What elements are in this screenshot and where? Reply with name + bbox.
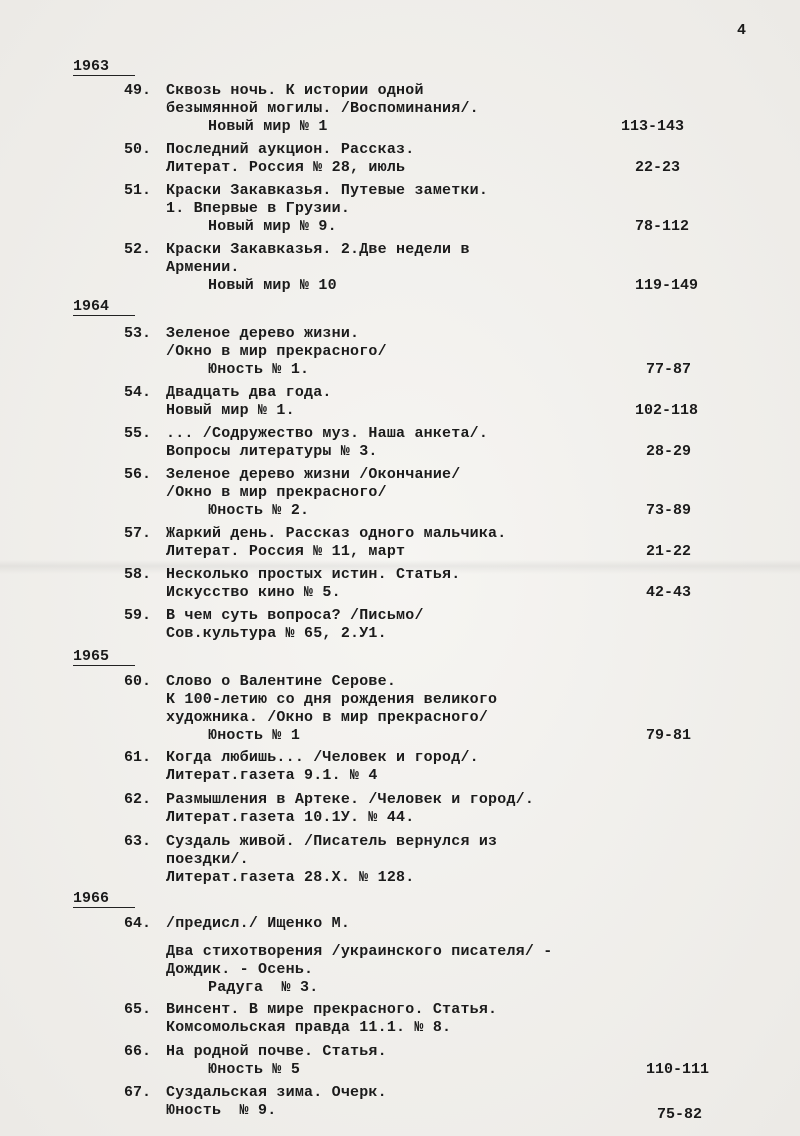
year-heading: 1964 [73, 298, 135, 316]
entry-pages: 21-22 [646, 543, 692, 560]
entry-source: Юность № 2. [208, 502, 310, 519]
entry-pages: 113-143 [621, 118, 685, 135]
entry-source: Юность № 1 [208, 727, 301, 744]
entry-text: Суздаль живой. /Писатель вернулся из [166, 833, 498, 850]
entry-text: Двадцать два года. [166, 384, 332, 401]
entry-text: Литерат.газета 9.1. № 4 [166, 767, 378, 784]
entry-text: Винсент. В мире прекрасного. Статья. [166, 1001, 498, 1018]
entry-pages: 73-89 [646, 502, 692, 519]
entry-text: Два стихотворения /украинского писателя/ - [166, 943, 553, 960]
entry-text: Зеленое дерево жизни /Окончание/ [166, 466, 461, 483]
entry-source: Новый мир № 10 [208, 277, 337, 294]
entry-text: Комсомольская правда 11.1. № 8. [166, 1019, 452, 1036]
year-heading: 1963 [73, 58, 135, 76]
entry-number: 50. [124, 141, 152, 158]
entry-text: Литерат.газета 28.Х. № 128. [166, 869, 415, 886]
entry-text: В чем суть вопроса? /Письмо/ [166, 607, 424, 624]
entry-text: Сов.культура № 65, 2.У1. [166, 625, 387, 642]
entry-text: /предисл./ Ищенко М. [166, 915, 351, 932]
entry-number: 49. [124, 82, 152, 99]
entry-number: 53. [124, 325, 152, 342]
entry-text: Краски Закавказья. Путевые заметки. [166, 182, 489, 199]
entry-pages: 28-29 [646, 443, 692, 460]
entry-text: Дождик. - Осень. [166, 961, 314, 978]
entry-source: Юность № 1. [208, 361, 310, 378]
entry-text: К 100-летию со дня рождения великого [166, 691, 498, 708]
entry-number: 61. [124, 749, 152, 766]
entry-pages: 119-149 [635, 277, 699, 294]
entry-text: поездки/. [166, 851, 249, 868]
entry-source: Новый мир № 1 [208, 118, 328, 135]
entry-pages: 79-81 [646, 727, 692, 744]
entry-source: Новый мир № 9. [208, 218, 337, 235]
entry-pages: 78-112 [635, 218, 690, 235]
entry-number: 54. [124, 384, 152, 401]
entry-number: 58. [124, 566, 152, 583]
entry-text: 1. Впервые в Грузии. [166, 200, 351, 217]
entry-number: 52. [124, 241, 152, 258]
entry-pages: 110-111 [646, 1061, 710, 1078]
entry-text: Зеленое дерево жизни. [166, 325, 360, 342]
entry-text: Когда любишь... /Человек и город/. [166, 749, 479, 766]
entry-number: 56. [124, 466, 152, 483]
entry-text: ... /Содружество муз. Наша анкета/. [166, 425, 489, 442]
entry-pages: 75-82 [657, 1106, 703, 1123]
entry-number: 59. [124, 607, 152, 624]
entry-pages: 77-87 [646, 361, 692, 378]
entry-pages: 42-43 [646, 584, 692, 601]
entry-text: Новый мир № 1. [166, 402, 295, 419]
entry-number: 62. [124, 791, 152, 808]
entry-text: безымянной могилы. /Воспоминания/. [166, 100, 479, 117]
entry-number: 63. [124, 833, 152, 850]
entry-number: 55. [124, 425, 152, 442]
year-heading: 1965 [73, 648, 135, 666]
entry-text: Суздальская зима. Очерк. [166, 1084, 387, 1101]
entry-number: 67. [124, 1084, 152, 1101]
entry-number: 64. [124, 915, 152, 932]
entry-number: 60. [124, 673, 152, 690]
entry-text: Несколько простых истин. Статья. [166, 566, 461, 583]
entry-source: Юность № 5 [208, 1061, 301, 1078]
entry-text: Размышления в Артеке. /Человек и город/. [166, 791, 535, 808]
page-number: 4 [737, 22, 747, 39]
year-heading: 1966 [73, 890, 135, 908]
entry-text: /Окно в мир прекрасного/ [166, 343, 387, 360]
entry-text: Юность № 9. [166, 1102, 277, 1119]
entry-source: Радуга № 3. [208, 979, 319, 996]
entry-number: 66. [124, 1043, 152, 1060]
entry-pages: 22-23 [635, 159, 681, 176]
entry-text: Последний аукцион. Рассказ. [166, 141, 415, 158]
entry-text: Слово о Валентине Серове. [166, 673, 397, 690]
entry-text: Армении. [166, 259, 240, 276]
entry-text: Литерат. Россия № 11, март [166, 543, 406, 560]
entry-text: На родной почве. Статья. [166, 1043, 387, 1060]
entry-number: 65. [124, 1001, 152, 1018]
entry-text: Сквозь ночь. К истории одной [166, 82, 424, 99]
entry-text: Литерат. Россия № 28, июль [166, 159, 406, 176]
entry-text: Искусство кино № 5. [166, 584, 341, 601]
entry-text: Вопросы литературы № 3. [166, 443, 378, 460]
entry-text: /Окно в мир прекрасного/ [166, 484, 387, 501]
entry-pages: 102-118 [635, 402, 699, 419]
entry-text: Литерат.газета 10.1У. № 44. [166, 809, 415, 826]
entry-number: 57. [124, 525, 152, 542]
entry-text: Краски Закавказья. 2.Две недели в [166, 241, 470, 258]
entry-number: 51. [124, 182, 152, 199]
entry-text: Жаркий день. Рассказ одного мальчика. [166, 525, 507, 542]
entry-text: художника. /Окно в мир прекрасного/ [166, 709, 489, 726]
